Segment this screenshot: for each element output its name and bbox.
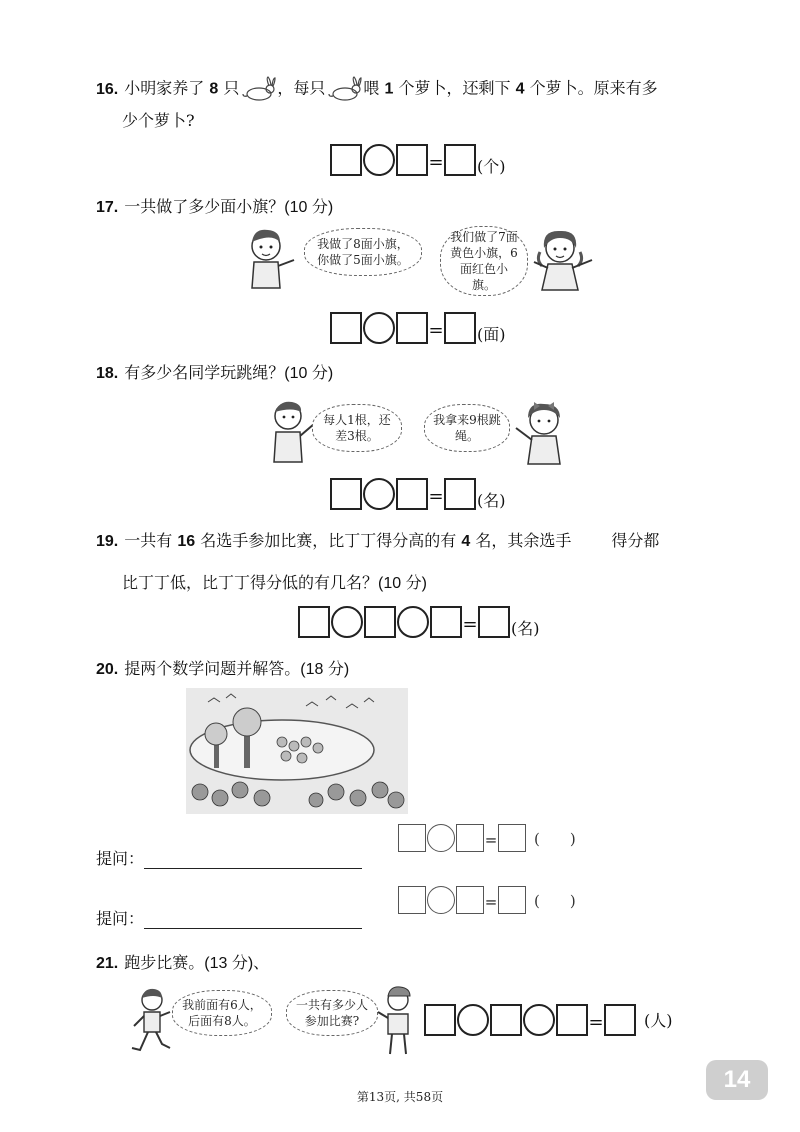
operator-circle[interactable] (363, 144, 395, 176)
q21-equation: = (人) (424, 1004, 673, 1036)
page-number-badge: 14 (706, 1060, 768, 1100)
answer-box[interactable] (556, 1004, 588, 1036)
q18-title: 18. 有多少名同学玩跳绳？(10 分) (96, 363, 334, 382)
operator-circle[interactable] (331, 606, 363, 638)
equals-sign: = (428, 486, 444, 507)
operator-circle[interactable] (427, 824, 455, 852)
operator-circle[interactable] (523, 1004, 555, 1036)
equals-sign: = (484, 893, 498, 911)
operator-circle[interactable] (363, 478, 395, 510)
result-box[interactable] (498, 824, 526, 852)
girl-illustration (510, 398, 574, 470)
equals-sign: = (462, 614, 478, 635)
result-box[interactable] (498, 886, 526, 914)
ask-row-2: 提问： (96, 906, 362, 929)
garden-scene-illustration (186, 688, 408, 814)
q18-equation: = (名) (330, 478, 506, 510)
boy-illustration (262, 398, 318, 470)
q20-equation-2: = ( ) (398, 886, 576, 914)
answer-box[interactable] (298, 606, 330, 638)
question-input-line[interactable] (144, 848, 362, 869)
child-with-cap-illustration (376, 984, 416, 1058)
result-box[interactable] (444, 312, 476, 344)
answer-box[interactable] (490, 1004, 522, 1036)
operator-circle[interactable] (427, 886, 455, 914)
answer-box[interactable] (424, 1004, 456, 1036)
answer-box[interactable] (398, 886, 426, 914)
answer-box[interactable] (330, 478, 362, 510)
boy-speech-bubble: 每人1根，还差3根。 (312, 404, 402, 452)
result-box[interactable] (604, 1004, 636, 1036)
equals-sign: = (484, 831, 498, 849)
running-boy-illustration (126, 986, 176, 1058)
rabbit-icon (239, 76, 277, 102)
q20-title: 20. 提两个数学问题并解答。(18 分) (96, 659, 350, 678)
answer-box[interactable] (364, 606, 396, 638)
answer-box[interactable] (396, 478, 428, 510)
result-box[interactable] (444, 478, 476, 510)
q19-line1: 19. 一共有 16 名选手参加比赛，比丁丁得分高的有 4 名，其余选手 得分都 (96, 531, 660, 550)
boy-illustration (238, 226, 298, 296)
operator-circle[interactable] (457, 1004, 489, 1036)
rabbit-icon (325, 76, 363, 102)
operator-circle[interactable] (363, 312, 395, 344)
question-input-line[interactable] (144, 908, 362, 929)
result-box[interactable] (478, 606, 510, 638)
answer-box[interactable] (456, 886, 484, 914)
q17-equation: = (面) (330, 312, 506, 344)
girl-speech-bubble: 我们做了7面黄色小旗，6面红色小旗。 (440, 226, 528, 296)
q19-equation: = (名) (298, 606, 540, 638)
boy-speech-bubble: 我做了8面小旗，你做了5面小旗。 (304, 228, 422, 276)
answer-box[interactable] (398, 824, 426, 852)
q21-title: 21. 跑步比赛。(13 分)、 (96, 953, 270, 972)
q17-title: 17. 一共做了多少面小旗？(10 分) (96, 197, 334, 216)
girl-illustration (530, 226, 596, 296)
q16-line2: 少个萝卜? (122, 111, 195, 130)
q19-line2: 比丁丁低，比丁丁得分低的有几名？(10 分) (122, 573, 427, 592)
q16-line1: 16. 小明家养了 8 只 ，每只 喂 1 个萝卜，还剩下 4 个萝卜。原来有多 (96, 76, 658, 102)
answer-box[interactable] (330, 312, 362, 344)
girl-speech-bubble: 我拿来9根跳绳。 (424, 404, 510, 452)
answer-box[interactable] (330, 144, 362, 176)
q20-equation-1: = ( ) (398, 824, 576, 852)
answer-box[interactable] (430, 606, 462, 638)
ask-row-1: 提问： (96, 846, 362, 869)
answer-box[interactable] (396, 312, 428, 344)
equals-sign: = (588, 1012, 604, 1033)
equals-sign: = (428, 152, 444, 173)
equals-sign: = (428, 320, 444, 341)
result-box[interactable] (444, 144, 476, 176)
girl-speech-bubble: 一共有多少人参加比赛? (286, 990, 378, 1036)
answer-box[interactable] (396, 144, 428, 176)
q16-equation: = (个) (330, 144, 506, 176)
operator-circle[interactable] (397, 606, 429, 638)
answer-box[interactable] (456, 824, 484, 852)
page-indicator: 第13页, 共58页 (356, 1090, 444, 1104)
boy-speech-bubble: 我前面有6人，后面有8人。 (172, 990, 272, 1036)
